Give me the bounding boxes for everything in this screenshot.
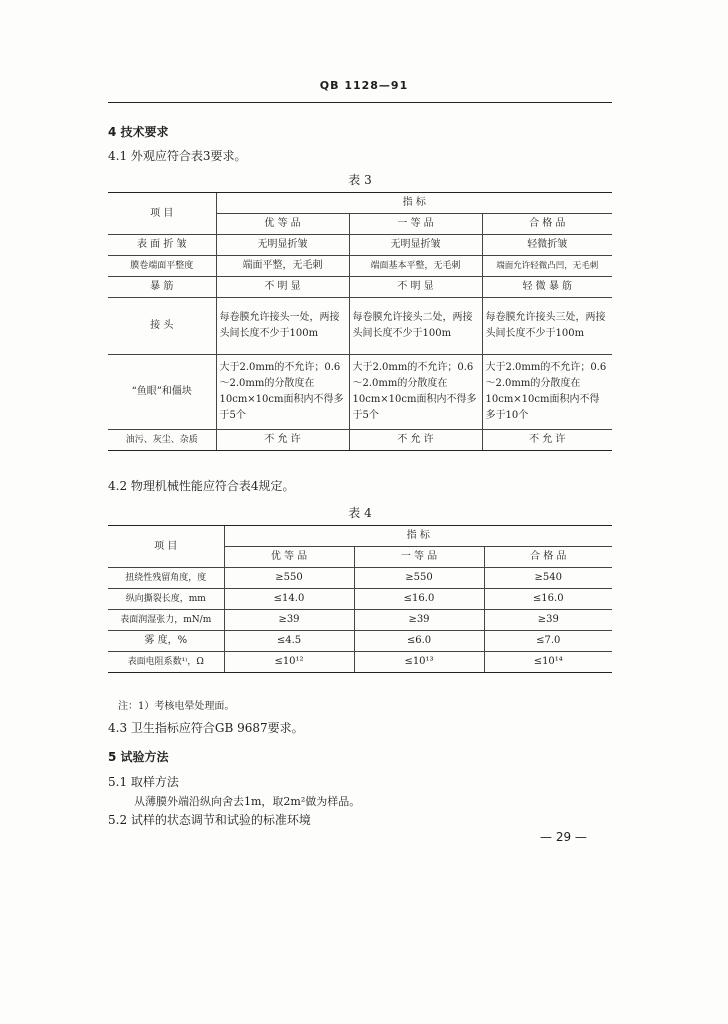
cell: ≤10¹⁴ (484, 652, 612, 673)
table-3 (108, 192, 612, 451)
row-item: 接 头 (108, 298, 216, 355)
table-row (108, 430, 612, 451)
row-item: 纵向撕裂长度，mm (108, 589, 224, 610)
cell: ≤14.0 (224, 589, 354, 610)
cell: 大于2.0mm的不允许；0.6～2.0mm的分散度在10cm×10cm面积内不得多于10个 (482, 355, 612, 430)
clause-5-1-text: 从薄膜外端沿纵向舍去1m，取2m²做为样品。 (134, 795, 361, 808)
grade-header: 一 等 品 (354, 547, 484, 568)
table-row (108, 277, 612, 298)
section-4-title: 4 技术要求 (108, 125, 169, 139)
cell: ≥550 (354, 568, 484, 589)
grade-header: 合 格 品 (482, 214, 612, 235)
cell: 轻 微 暴 筋 (482, 277, 612, 298)
cell: 轻微折皱 (482, 235, 612, 256)
cell: ≥540 (484, 568, 612, 589)
table-4-note: 注：1）考核电晕处理面。 (118, 701, 235, 712)
cell: 不 明 显 (349, 277, 482, 298)
cell: ≥39 (354, 610, 484, 631)
clause-4-3: 4.3 卫生指标应符合GB 9687要求。 (108, 721, 304, 735)
table-row (108, 610, 612, 631)
table-3-item-header: 项 目 (108, 193, 216, 235)
row-item: “鱼眼”和僵块 (108, 355, 216, 430)
table-3-header-row (108, 193, 612, 214)
row-item: 暴 筋 (108, 277, 216, 298)
cell: 不 明 显 (216, 277, 349, 298)
table-row (108, 235, 612, 256)
row-item: 表面电阻系数¹⁾，Ω (108, 652, 224, 673)
table-row (108, 652, 612, 673)
table-3-caption: 表 3 (348, 173, 372, 187)
cell: 不 允 许 (482, 430, 612, 451)
page-number: — 29 — (540, 830, 587, 844)
grade-header: 合 格 品 (484, 547, 612, 568)
cell: ≤7.0 (484, 631, 612, 652)
table-3-indicator-header: 指 标 (216, 193, 612, 214)
clause-4-1: 4.1 外观应符合表3要求。 (108, 149, 247, 163)
cell: ≥550 (224, 568, 354, 589)
cell: 每卷膜允许接头二处，两接头间长度不少于100m (349, 298, 482, 355)
clause-5-1-title: 5.1 取样方法 (108, 775, 179, 789)
row-item: 表 面 折 皱 (108, 235, 216, 256)
table-row (108, 298, 612, 355)
cell: 每卷膜允许接头一处，两接头间长度不少于100m (216, 298, 349, 355)
table-row (108, 589, 612, 610)
cell: ≤16.0 (354, 589, 484, 610)
grade-header: 优 等 品 (224, 547, 354, 568)
row-item: 扭绕性残留角度，度 (108, 568, 224, 589)
row-item: 表面润湿张力，mN/m (108, 610, 224, 631)
cell: ≤10¹³ (354, 652, 484, 673)
table-4-item-header: 项 目 (108, 526, 224, 568)
grade-header: 一 等 品 (349, 214, 482, 235)
cell: 不 允 许 (216, 430, 349, 451)
cell: 端面允许轻微凸凹，无毛刺 (482, 256, 612, 277)
cell: ≤10¹² (224, 652, 354, 673)
cell: 每卷膜允许接头三处，两接头间长度不少于100m (482, 298, 612, 355)
standard-code-header: QB 1128—91 (319, 79, 409, 92)
row-item: 膜卷端面平整度 (108, 256, 216, 277)
cell: ≤16.0 (484, 589, 612, 610)
table-4-header-row (108, 526, 612, 547)
row-item: 雾 度，% (108, 631, 224, 652)
table-row (108, 355, 612, 430)
cell: ≤4.5 (224, 631, 354, 652)
section-5-title: 5 试验方法 (108, 750, 169, 764)
table-4-caption: 表 4 (348, 506, 372, 520)
grade-header: 优 等 品 (216, 214, 349, 235)
table-row (108, 256, 612, 277)
clause-4-2: 4.2 物理机械性能应符合表4规定。 (108, 479, 295, 493)
cell: ≥39 (484, 610, 612, 631)
cell: 大于2.0mm的不允许；0.6～2.0mm的分散度在10cm×10cm面积内不得多于5个 (216, 355, 349, 430)
table-4 (108, 525, 612, 673)
table-row (108, 568, 612, 589)
cell: 无明显折皱 (216, 235, 349, 256)
header-rule (108, 102, 612, 103)
cell: 大于2.0mm的不允许；0.6～2.0mm的分散度在10cm×10cm面积内不得多于5个 (349, 355, 482, 430)
clause-5-2: 5.2 试样的状态调节和试验的标准环境 (108, 813, 311, 827)
table-4-indicator-header: 指 标 (224, 526, 612, 547)
cell: ≤6.0 (354, 631, 484, 652)
cell: 端面基本平整，无毛刺 (349, 256, 482, 277)
cell: ≥39 (224, 610, 354, 631)
table-row (108, 631, 612, 652)
row-item: 油污、灰尘、杂质 (108, 430, 216, 451)
cell: 无明显折皱 (349, 235, 482, 256)
cell: 端面平整，无毛刺 (216, 256, 349, 277)
cell: 不 允 许 (349, 430, 482, 451)
